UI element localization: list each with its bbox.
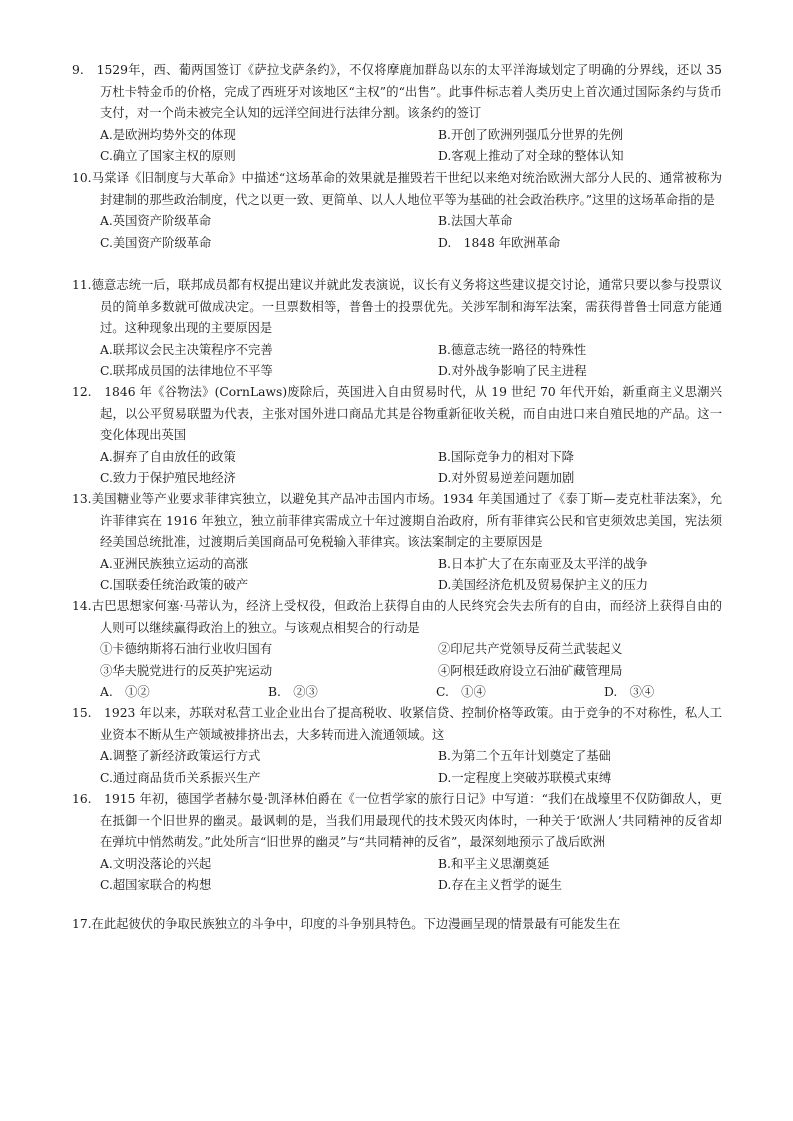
- option-c[interactable]: C.联邦成员国的法律地位不平等: [100, 364, 273, 379]
- question-15: [72, 703, 722, 789]
- option-a[interactable]: A. ①②: [100, 685, 150, 700]
- question-stem: 10.马棠译《旧制度与大革命》中描述“这场革命的效果就是摧毁若干世纪以来绝对统治欧洲大部分人民的、通常被称为封建制的那些政治制度，代之以更一致、更简单、以人人地位平等为基础的社会政治秩序。”这里的这场革命指的是: [72, 171, 722, 207]
- question-stem: 14.古巴思想家何塞·马蒂认为，经济上受权役，但政治上获得自由的人民终究会失去所有的自由，而经济上获得自由的人则可以继续赢得政治上的独立。与该观点相契合的行动是: [72, 599, 722, 635]
- statement-4: ④阿根廷政府设立石油矿藏管理局: [438, 663, 623, 678]
- option-b[interactable]: B.为第二个五年计划奠定了基础: [438, 749, 611, 764]
- option-b[interactable]: B.日本扩大了在东南亚及太平洋的战争: [438, 556, 648, 571]
- question-options: [72, 682, 722, 704]
- option-d[interactable]: D.一定程度上突破苏联模式束缚: [438, 770, 612, 785]
- question-options: [72, 854, 722, 897]
- question-options: [72, 447, 722, 490]
- question-options: [72, 211, 722, 254]
- question-stem: 13.美国糖业等产业要求菲律宾独立，以避免其产品冲击国内市场。1934 年美国通过了《泰丁斯—麦克杜菲法案》，允许菲律宾在 1916 年独立，独立前菲律宾需成立十年过渡期自治政府，所有菲律宾公民和官吏须效忠美国，宪法须经美国总统批准，过渡期后美国商品可免税输入菲律宾。该法案制定的主要原因是: [72, 492, 722, 550]
- question-12: [72, 382, 722, 490]
- option-c[interactable]: C.国联委任统治政策的破产: [100, 578, 249, 593]
- option-b[interactable]: B. ②③: [268, 685, 318, 700]
- question-stem: 9. 1529年，西、葡两国签订《萨拉戈萨条约》，不仅将摩鹿加群岛以东的太平洋海域划定了明确的分界线，还以 35 万杜卡特金币的价格，完成了西班牙对该地区“主权”的“出售”。此事件标志着人类历史上首次通过国际条约与货币支付，对一个尚未被完全认知的远洋空间进行法律分割。该条约的签订: [72, 63, 722, 121]
- option-a[interactable]: A.摒弃了自由放任的政策: [100, 449, 236, 464]
- option-c[interactable]: C.超国家联合的构想: [100, 878, 212, 893]
- question-options: [72, 554, 722, 597]
- statement-3: ③华夫脱党进行的反英护宪运动: [100, 663, 273, 678]
- question-stem: 12. 1846 年《谷物法》(CornLaws)废除后，英国进入自由贸易时代，从 19 世纪 70 年代开始，新重商主义思潮兴起，以公平贸易联盟为代表，主张对国外进口商品尤其是谷物重新征收关税，而自由进口来自殖民地的产品。这一变化体现出英国: [72, 385, 722, 443]
- statement-2: ②印尼共产党领导反荷兰武装起义: [438, 642, 623, 657]
- option-a[interactable]: A.联邦议会民主决策程序不完善: [100, 342, 273, 357]
- option-a[interactable]: A.调整了新经济政策运行方式: [100, 749, 261, 764]
- option-c[interactable]: C.美国资产阶级革命: [100, 235, 212, 250]
- question-10: [72, 168, 722, 254]
- question-9: [72, 60, 722, 168]
- question-stem: 11.德意志统一后，联邦成员都有权提出建议并就此发表演说，议长有义务将这些建议提交讨论，通常只要以参与投票议员的简单多数就可做成决定。一旦票数相等，普鲁士的投票优先。关涉军制和海军法案，需获得普鲁士同意方能通过。这种现象出现的主要原因是: [72, 278, 722, 336]
- option-b[interactable]: B.法国大革命: [438, 214, 513, 229]
- option-c[interactable]: C.致力于保护殖民地经济: [100, 471, 236, 486]
- statement-1: ①卡德纳斯将石油行业收归国有: [100, 642, 273, 657]
- option-d[interactable]: D.客观上推动了对全球的整体认知: [438, 149, 624, 164]
- option-b[interactable]: B.和平主义思潮奠延: [438, 856, 550, 871]
- option-b[interactable]: B.德意志统一路径的特殊性: [438, 342, 587, 357]
- question-17: [72, 914, 722, 936]
- question-stem: 16. 1915 年初，德国学者赫尔曼·凯泽林伯爵在《一位哲学家的旅行日记》中写道：“我们在战壕里不仅防御敌人，更在抵御一个旧世界的幽灵。最讽刺的是，当我们用最现代的技术毁灭肉体时，一种关于‘欧洲人’共同精神的反省却在弹坑中悄然萌发。”此处所言“旧世界的幽灵”与“共同精神的反省”，最深刻地预示了战后欧洲: [72, 792, 722, 850]
- option-b[interactable]: B.国际竞争力的相对下降: [438, 449, 574, 464]
- question-options: [72, 746, 722, 789]
- question-options: [72, 125, 722, 168]
- option-b[interactable]: B.开创了欧洲列强瓜分世界的先例: [438, 127, 624, 142]
- question-16: [72, 789, 722, 897]
- option-d[interactable]: D. 1848 年欧洲革命: [438, 235, 561, 250]
- question-statements: [72, 639, 722, 682]
- option-d[interactable]: D.对外贸易逆差问题加剧: [438, 471, 575, 486]
- option-a[interactable]: A.亚洲民族独立运动的高涨: [100, 556, 249, 571]
- question-options: [72, 340, 722, 383]
- option-d[interactable]: D. ③④: [604, 685, 655, 700]
- option-a[interactable]: A.文明没落论的兴起: [100, 856, 212, 871]
- option-d[interactable]: D.对外战争影响了民主进程: [438, 364, 587, 379]
- option-d[interactable]: D.存在主义哲学的诞生: [438, 878, 563, 893]
- option-c[interactable]: C.通过商品货币关系振兴生产: [100, 770, 261, 785]
- option-c[interactable]: C.确立了国家主权的原则: [100, 149, 236, 164]
- option-d[interactable]: D.美国经济危机及贸易保护主义的压力: [438, 578, 649, 593]
- question-14: [72, 596, 722, 704]
- option-a[interactable]: A.是欧洲均势外交的体现: [100, 127, 236, 142]
- question-stem: 15. 1923 年以来，苏联对私营工业企业出台了提高税收、收紧信贷、控制价格等政策。由于竞争的不对称性，私人工业资本不断从生产领域被排挤出去，大多转而进入流通领域。这: [72, 706, 722, 742]
- option-c[interactable]: C. ①④: [436, 685, 486, 700]
- question-13: [72, 489, 722, 597]
- option-a[interactable]: A.英国资产阶级革命: [100, 214, 212, 229]
- question-11: [72, 275, 722, 383]
- question-stem: 17.在此起彼伏的争取民族独立的斗争中，印度的斗争别具特色。下边漫画呈现的情景最有可能发生在: [72, 917, 621, 931]
